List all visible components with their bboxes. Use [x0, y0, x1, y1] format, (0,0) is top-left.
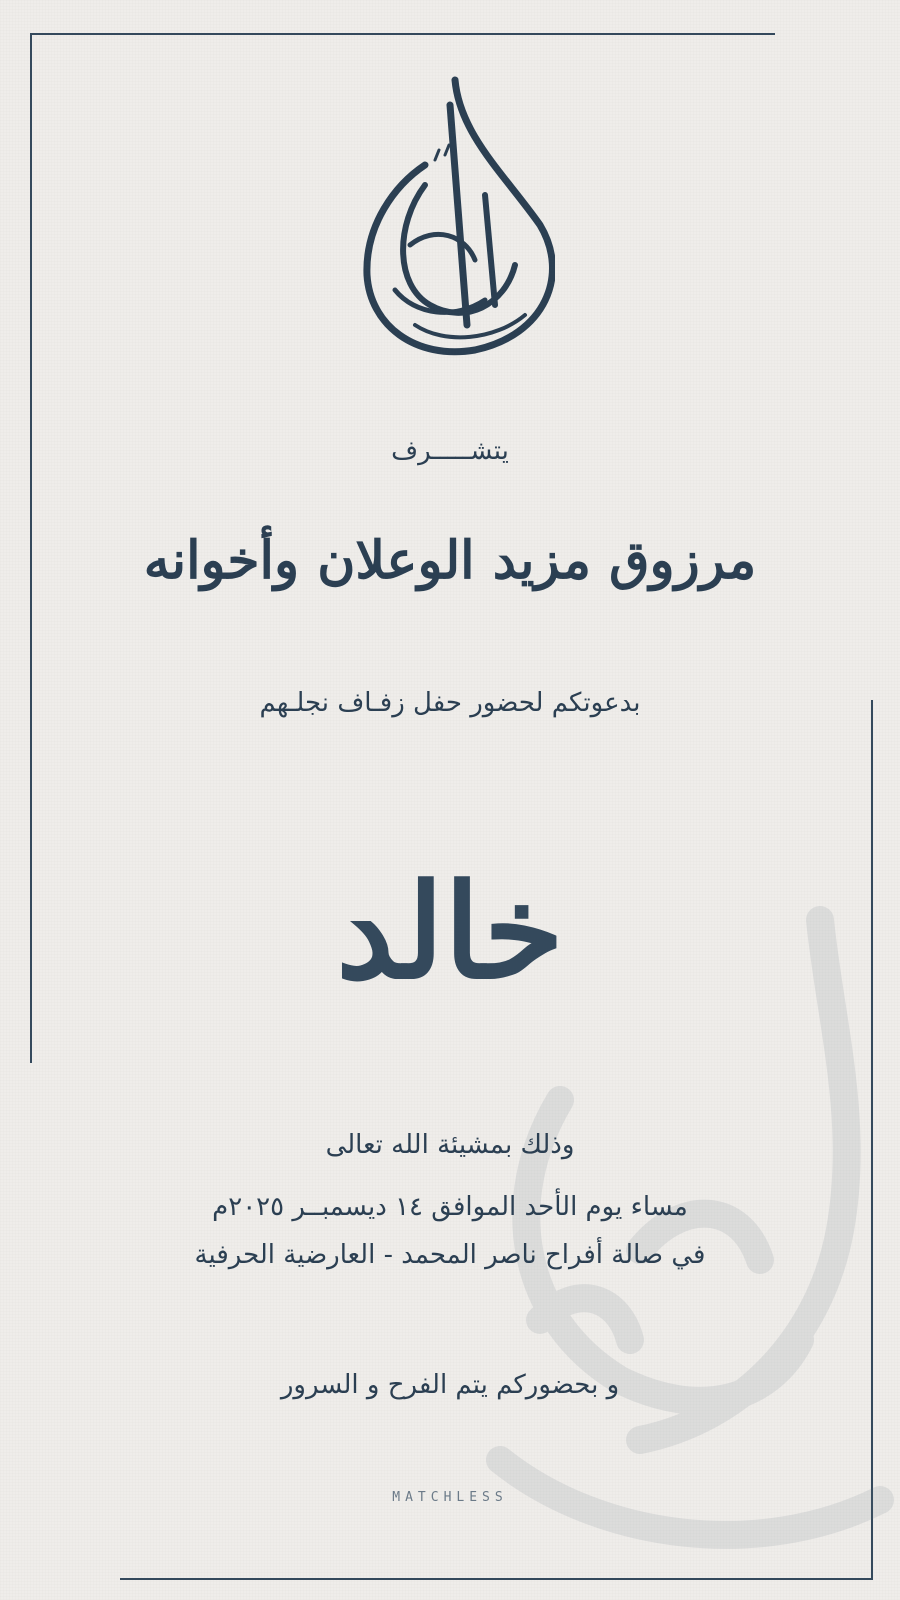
- brand-mark: MATCHLESS: [392, 1490, 508, 1505]
- frame-top-line: [30, 33, 775, 35]
- venue-line: في صالة أفراح ناصر المحمد - العارضية الحرفية: [194, 1240, 706, 1270]
- groom-name: خالد: [336, 855, 564, 1008]
- family-calligraphy-logo-icon: [355, 75, 555, 360]
- honored-text: يتشـــــرف: [391, 436, 509, 466]
- host-family-name: مرزوق مزيد الوعلان وأخوانه: [143, 530, 757, 591]
- will-of-god-text: وذلك بمشيئة الله تعالى: [325, 1130, 575, 1160]
- invitation-line: بدعوتكم لحضور حفل زفـاف نجلـهم: [259, 688, 641, 718]
- closing-line: و بحضوركم يتم الفرح و السرور: [280, 1370, 620, 1400]
- date-line: مساء يوم الأحد الموافق ١٤ ديسمبــر ٢٠٢٥م: [212, 1192, 688, 1222]
